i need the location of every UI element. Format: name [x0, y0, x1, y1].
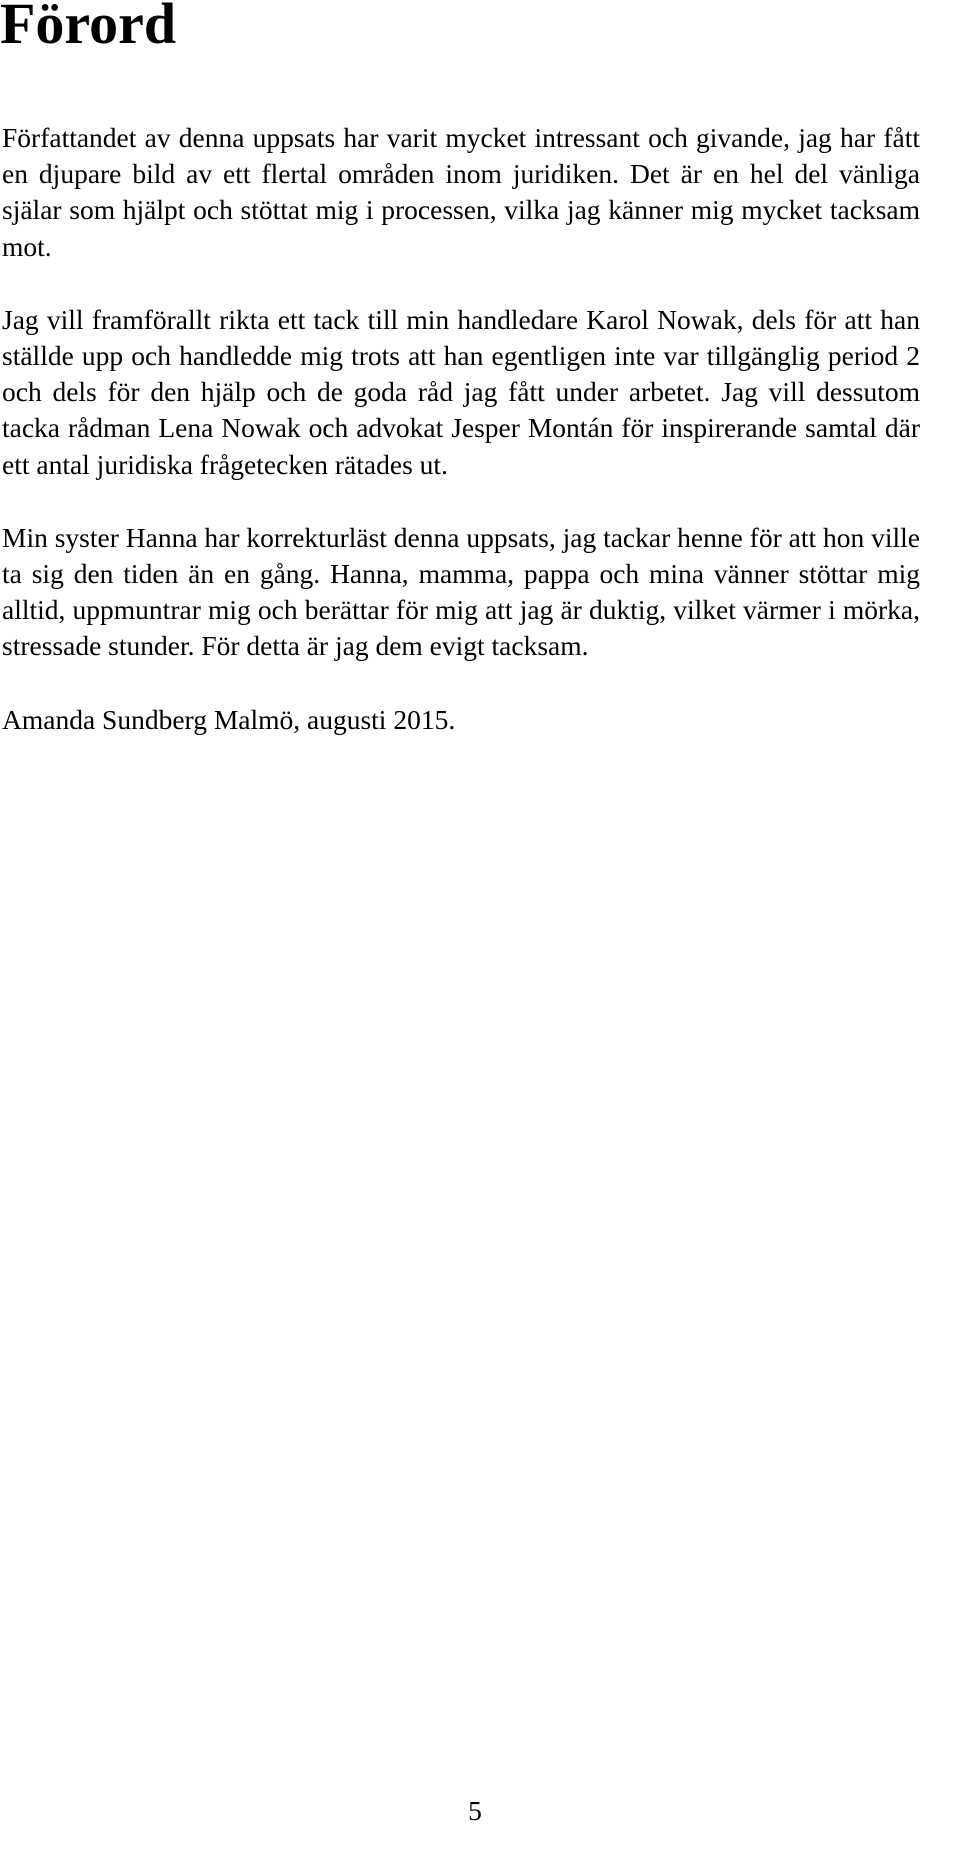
page-title: Förord: [0, 0, 177, 56]
paragraph-acknowledgements: Jag vill framförallt rikta ett tack till min handledare Karol Nowak, dels för att han ställde upp och handledde mig trots att han egentligen inte var tillgänglig period 2 och dels för den hjälp och de goda råd jag fått under arbetet. Jag vill dessutom tacka rådman Lena Nowak och advokat Jesper Montán för inspirerande samtal där ett antal juridiska frågetecken rätades ut.: [2, 303, 920, 480]
paragraph-intro: Författandet av denna uppsats har varit mycket intressant och givande, jag har fått en djupare bild av ett flertal områden inom juridiken. Det är en hel del vänliga själar som hjälpt och stöttat mig i processen, vilka jag känner mig mycket tacksam mot.: [2, 122, 920, 262]
preface-body: [2, 120, 920, 738]
page-number: 5: [468, 1795, 482, 1826]
paragraph-family-thanks: Min syster Hanna har korrekturläst denna uppsats, jag tackar henne för att hon ville ta sig den tiden än en gång. Hanna, mamma, pappa och mina vänner stöttar mig alltid, uppmuntrar mig och berättar för mig att jag är duktig, vilket värmer i mörka, stressade stunder. För detta är jag dem evigt tacksam.: [2, 521, 920, 662]
signature-line: Amanda Sundberg Malmö, augusti 2015.: [2, 703, 456, 735]
